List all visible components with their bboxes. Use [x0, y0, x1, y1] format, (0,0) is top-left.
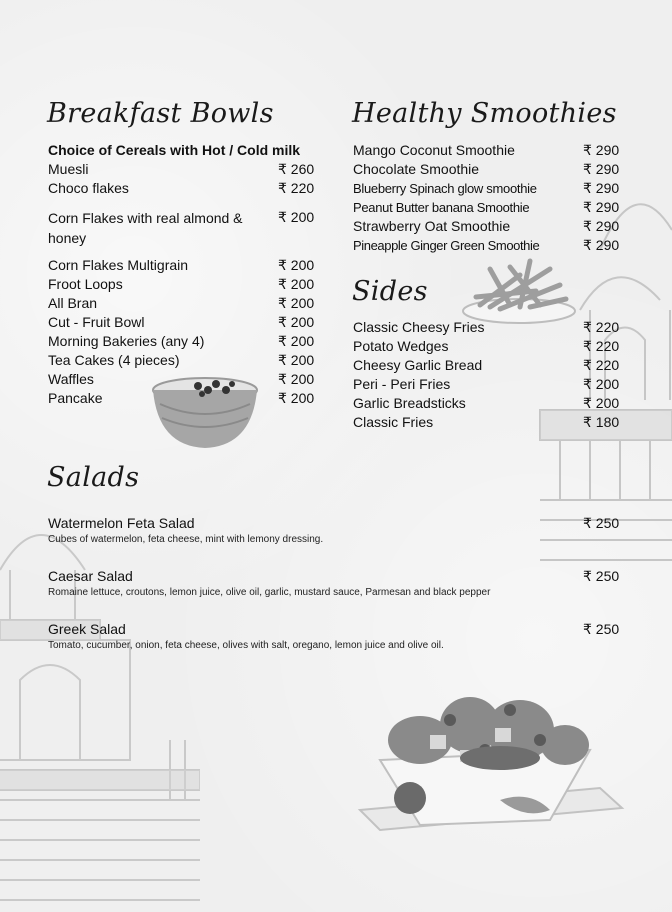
list-item: Corn Flakes with real almond & honey ₹ 200	[48, 209, 315, 246]
healthy-smoothies-heading: Healthy Smoothies	[352, 98, 617, 129]
salad-description: Cubes of watermelon, feta cheese, mint with lemony dressing.	[48, 534, 324, 545]
cereal-subtitle: Choice of Cereals with Hot / Cold milk	[48, 142, 301, 158]
salad-bowl-photo	[350, 680, 630, 845]
fries-photo	[460, 255, 578, 325]
sides-heading: Sides	[352, 276, 428, 307]
salad-description: Romaine lettuce, croutons, lemon juice, olive oil, garlic, mustard sauce, Parmesan and black pepper	[48, 587, 491, 598]
breakfast-bowls-heading: Breakfast Bowls	[47, 98, 274, 129]
salad-description: Tomato, cucumber, onion, feta cheese, olives with salt, oregano, lemon juice and olive oil.	[48, 640, 444, 651]
salads-heading: Salads	[47, 462, 140, 493]
cereal-bowl-photo	[150, 374, 260, 454]
building-sketch-left-illustration	[0, 500, 200, 912]
